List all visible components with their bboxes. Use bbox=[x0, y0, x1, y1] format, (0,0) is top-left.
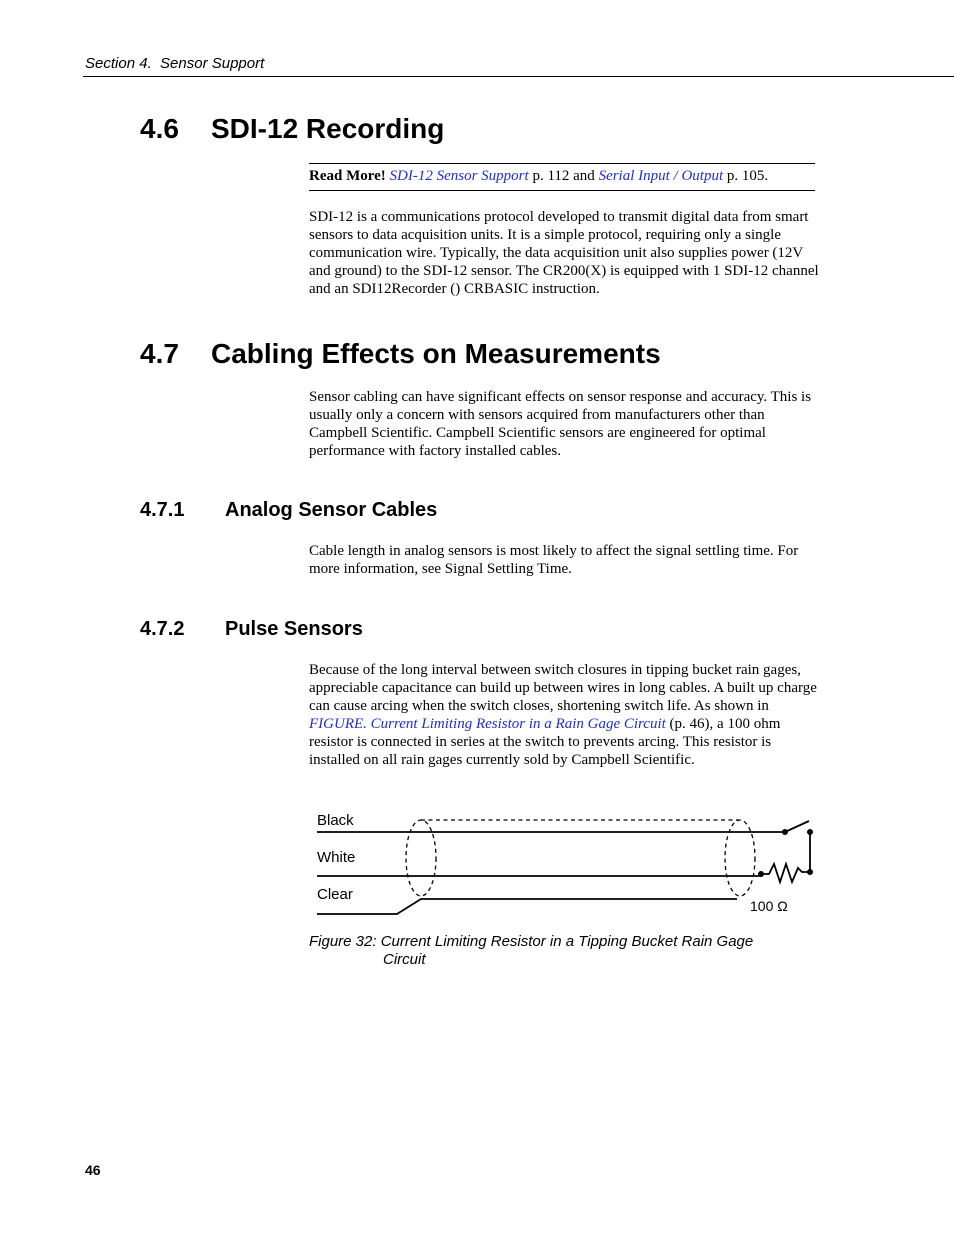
figure-caption bbox=[309, 933, 819, 969]
paragraph-text: Because of the long interval between switch closures in tipping bucket rain gages, appreciable capacitance can build up between wires in long cables. A built up charge can cause arcing when the switch closes, shortening switch life. As shown in bbox=[309, 662, 817, 714]
running-header: Section 4. Sensor Support bbox=[85, 55, 265, 72]
section-title: Analog Sensor Cables bbox=[225, 499, 438, 521]
section-heading-4-7 bbox=[140, 338, 661, 370]
caption-line-1: Figure 32: Current Limiting Resistor in a Tipping Bucket Rain Gage bbox=[309, 933, 754, 950]
circuit-diagram bbox=[309, 806, 819, 916]
switch-contact bbox=[807, 829, 813, 835]
section-number: 4.7.1 bbox=[140, 499, 185, 521]
header-rule bbox=[83, 76, 954, 77]
cabling-paragraph: Sensor cabling can have significant effects on sensor response and accuracy. This is usually only a concern with sensors acquired from manufacturers other than Campbell Scientific. Campbell Scientific sensors are engineered for optimal performance with factory installed cables. bbox=[309, 389, 812, 459]
resistor-terminal bbox=[758, 871, 764, 877]
switch-contact bbox=[782, 829, 788, 835]
sdi12-paragraph: SDI-12 is a communications protocol developed to transmit digital data from smart sensors to data acquisition units. It is a simple protocol, requiring only a single communication wire. Typically, the data acquisition unit also supplies power (12V and ground) to the SDI-12 sensor. The CR200(X) is equipped with 1 SDI-12 channel and an SDI12Recorder () CRBASIC instruction. bbox=[309, 209, 819, 297]
section-number: 4.6 bbox=[140, 113, 179, 144]
switch-arm bbox=[785, 821, 809, 832]
rain-gage-circuit-figure bbox=[309, 806, 819, 916]
analog-cables-paragraph: Cable length in analog sensors is most likely to affect the signal settling time. For more information, see Signal Settling Time. bbox=[309, 543, 799, 577]
resistor-label: 100 Ω bbox=[750, 898, 788, 914]
section-heading-4-6 bbox=[140, 113, 444, 145]
section-title: SDI-12 Recording bbox=[211, 113, 445, 144]
section-title: Pulse Sensors bbox=[225, 618, 363, 640]
section-number: 4.7.2 bbox=[140, 618, 185, 640]
resistor-terminal bbox=[807, 869, 813, 875]
wire-label-black: Black bbox=[317, 812, 354, 829]
resistor-symbol bbox=[761, 864, 810, 882]
section-heading-4-7-1 bbox=[140, 498, 437, 522]
pulse-sensors-paragraph bbox=[309, 661, 819, 769]
wire-label-white: White bbox=[317, 849, 356, 866]
link-sdi12-sensor-support[interactable]: SDI-12 Sensor Support bbox=[389, 168, 529, 184]
read-more-box bbox=[309, 163, 815, 191]
section-heading-4-7-2 bbox=[140, 617, 363, 641]
section-number: 4.7 bbox=[140, 338, 179, 369]
paragraph-text: (p. 46), a 100 ohm resistor is connected in series at the switch to prevents arcing. This resistor is installed on all rain gages currently sold by Campbell Scientific. bbox=[309, 716, 781, 768]
page-number: 46 bbox=[85, 1162, 101, 1178]
link-figure-current-limiting-resistor[interactable]: FIGURE. Current Limiting Resistor in a Rain Gage Circuit bbox=[309, 716, 666, 732]
read-more-text: p. 112 and bbox=[528, 168, 599, 184]
section-title: Cabling Effects on Measurements bbox=[211, 338, 661, 369]
read-more-text: p. 105. bbox=[723, 168, 769, 184]
caption-line-2: Circuit bbox=[383, 951, 426, 968]
wire-label-clear: Clear bbox=[317, 886, 353, 903]
clear-wire bbox=[317, 899, 737, 914]
read-more-label: Read More! bbox=[309, 168, 386, 184]
link-serial-input-output[interactable]: Serial Input / Output bbox=[598, 168, 724, 184]
